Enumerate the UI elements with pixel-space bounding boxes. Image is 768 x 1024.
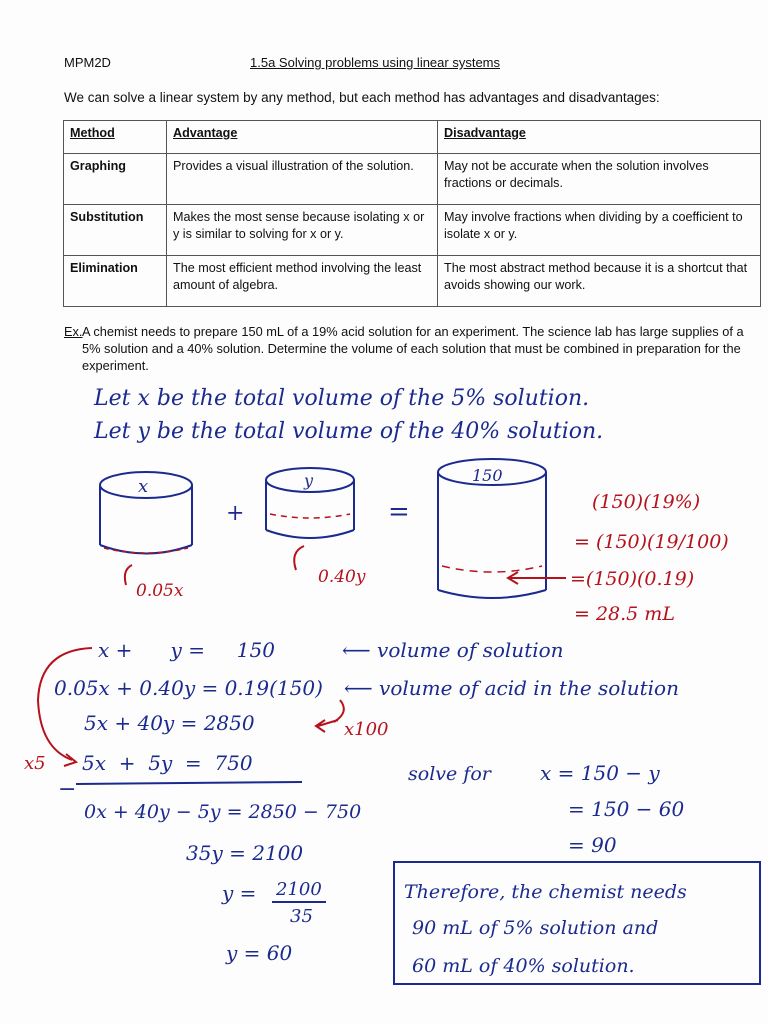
multiply-100-note: x100 bbox=[344, 719, 389, 740]
course-code: MPM2D bbox=[64, 55, 111, 70]
acid-calc-line: (150)(19%) bbox=[592, 491, 701, 513]
equation-2-note: ⟵ volume of acid in the solution bbox=[344, 676, 679, 700]
advantage-cell: Provides a visual illustration of the solution. bbox=[167, 154, 438, 205]
advantage-cell: Makes the most sense because isolating x or y is similar to solving for x or y. bbox=[167, 205, 438, 256]
let-x-statement: Let x be the total volume of the 5% solution. bbox=[94, 386, 590, 411]
let-y-statement: Let y be the total volume of the 40% solution. bbox=[94, 419, 604, 444]
minus-sign: − bbox=[58, 777, 77, 802]
equals-sign: = bbox=[388, 497, 410, 527]
acid-level-line bbox=[442, 566, 542, 572]
header-method: Method bbox=[64, 121, 167, 154]
solve-step: = 90 bbox=[568, 833, 617, 857]
equation-7-lhs: y = bbox=[222, 881, 257, 905]
example-label: Ex. bbox=[64, 324, 83, 339]
conclusion-line: Therefore, the chemist needs bbox=[404, 881, 687, 903]
plus-sign: + bbox=[226, 501, 245, 526]
curved-arrow bbox=[334, 700, 344, 722]
pointer-arrow bbox=[294, 546, 304, 570]
equation-1: x + y = 150 bbox=[98, 638, 275, 662]
acid-level-line bbox=[270, 514, 350, 518]
cylinder-y-label: y bbox=[304, 471, 314, 490]
page-title: 1.5a Solving problems using linear systems bbox=[250, 55, 501, 70]
equation-1-note: ⟵ volume of solution bbox=[342, 638, 564, 662]
method-cell: Substitution bbox=[64, 205, 167, 256]
solve-step: x = 150 − y bbox=[540, 761, 660, 785]
intro-text: We can solve a linear system by any method, but each method has advantages and disadvantages: bbox=[64, 90, 660, 105]
solve-label: solve for bbox=[408, 763, 491, 785]
fraction-numerator: 2100 bbox=[276, 879, 322, 900]
equation-8: y = 60 bbox=[226, 941, 293, 965]
solve-step: = 150 − 60 bbox=[568, 797, 685, 821]
conclusion-line: 90 mL of 5% solution and bbox=[412, 917, 659, 939]
multiply-5-note: x5 bbox=[24, 753, 46, 774]
pointer-arrow bbox=[125, 565, 132, 585]
equation-6: 35y = 2100 bbox=[186, 841, 304, 865]
equation-5: 0x + 40y − 5y = 2850 − 750 bbox=[84, 801, 362, 823]
disadvantage-cell: May not be accurate when the solution involves fractions or decimals. bbox=[438, 154, 761, 205]
method-cell: Elimination bbox=[64, 256, 167, 307]
disadvantage-cell: The most abstract method because it is a shortcut that avoids showing our work. bbox=[438, 256, 761, 307]
acid-calc-line: = (150)(19/100) bbox=[574, 531, 729, 553]
equation-2: 0.05x + 0.40y = 0.19(150) bbox=[54, 676, 323, 700]
example-text-body: A chemist needs to prepare 150 mL of a 19% acid solution for an experiment. The science lab has large supplies of a 5% solution and a 40% solution. Determine the volume of each solution that must be combined in preparation for the experiment. bbox=[82, 324, 744, 373]
equation-4: 5x + 5y = 750 bbox=[82, 751, 253, 775]
cylinder-x-acid: 0.05x bbox=[136, 581, 184, 601]
cylinder-x-label: x bbox=[138, 476, 149, 497]
fraction-denominator: 35 bbox=[290, 906, 313, 927]
subtraction-line bbox=[76, 782, 302, 784]
cylinder-150-label: 150 bbox=[472, 466, 503, 485]
arrow-left-icon bbox=[508, 572, 566, 584]
conclusion-line: 60 mL of 40% solution. bbox=[412, 955, 635, 977]
advantage-cell: The most efficient method involving the least amount of algebra. bbox=[167, 256, 438, 307]
disadvantage-cell: May involve fractions when dividing by a coefficient to isolate x or y. bbox=[438, 205, 761, 256]
cylinder-y-acid: 0.40y bbox=[318, 567, 366, 587]
header-disadvantage: Disadvantage bbox=[438, 121, 761, 154]
acid-calc-line: =(150)(0.19) bbox=[570, 568, 695, 590]
header-advantage: Advantage bbox=[167, 121, 438, 154]
method-cell: Graphing bbox=[64, 154, 167, 205]
acid-calc-line: = 28.5 mL bbox=[574, 603, 675, 625]
equation-3: 5x + 40y = 2850 bbox=[84, 711, 255, 735]
curved-arrow bbox=[38, 648, 92, 760]
